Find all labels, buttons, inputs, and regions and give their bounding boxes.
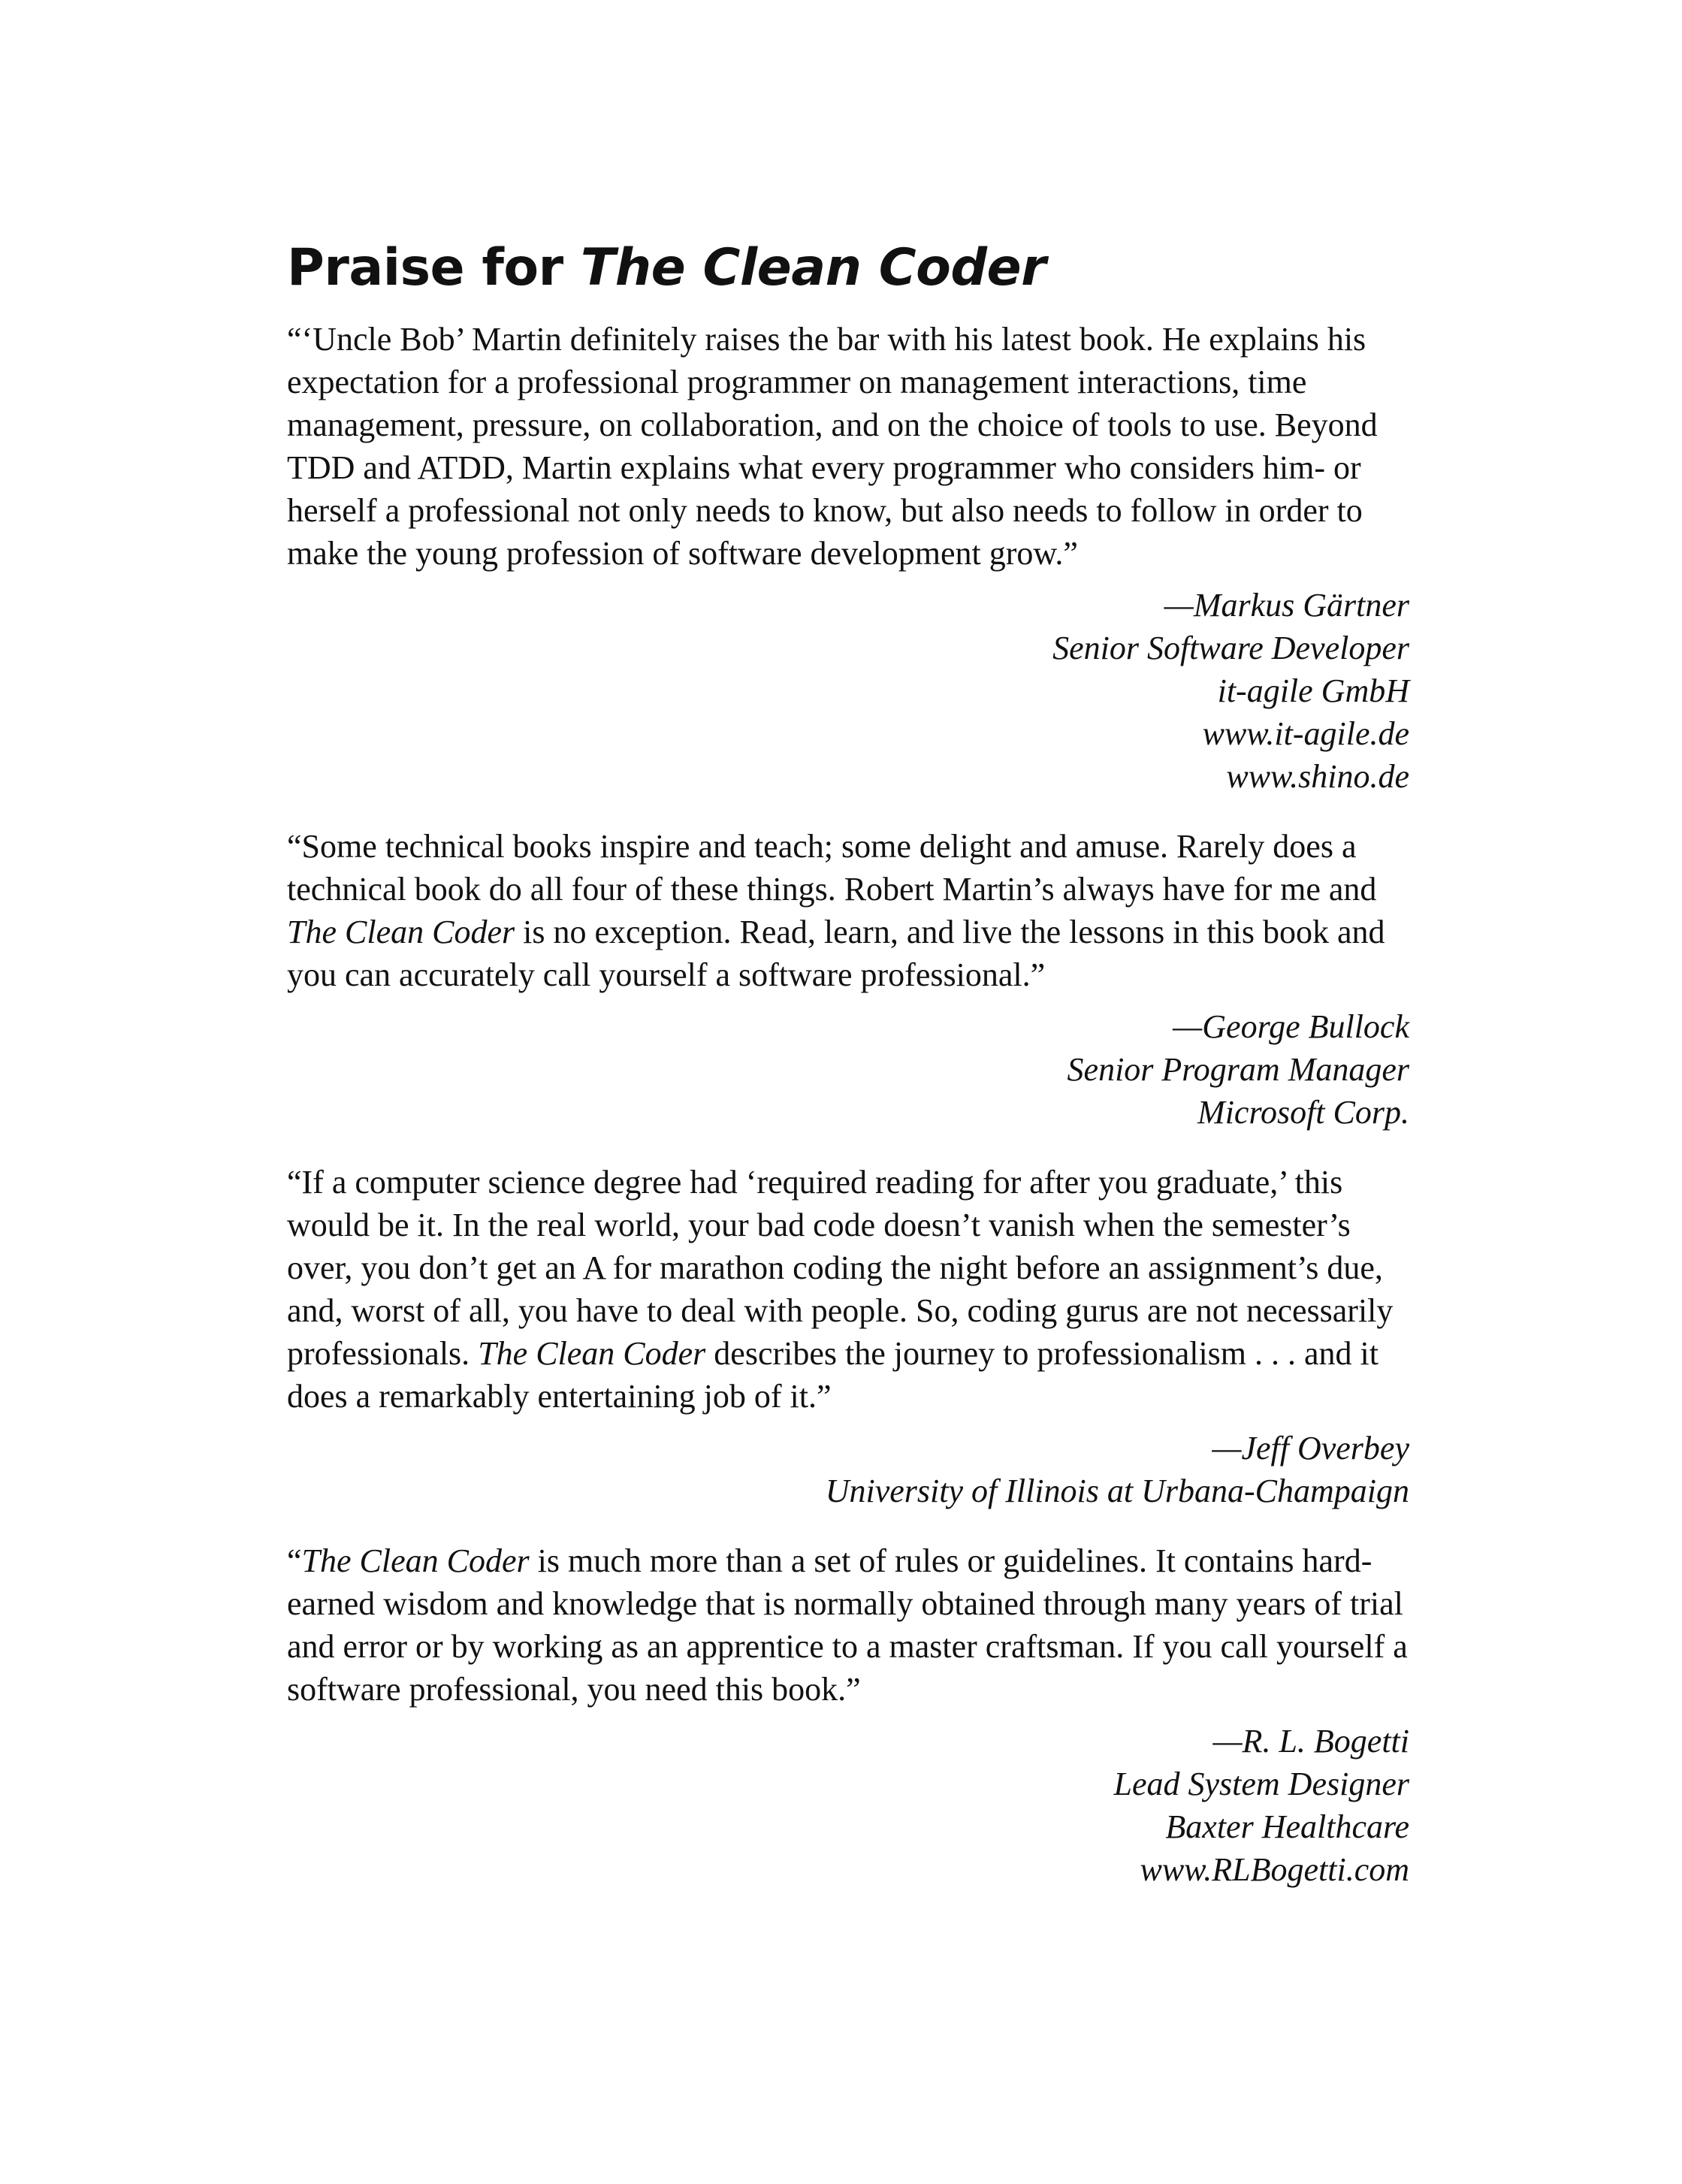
quote-text: is no exception. Read, learn, and live the lessons in this book and you can accurately call yourself a software professional.” [287, 913, 1385, 993]
quote-text: “If a computer science degree had ‘required reading for after you graduate,’ this would be it. In the real world, your bad code doesn’t vanish when the semester’s over, you don’t get an A for marathon coding the night before an assignment’s due, and, worst of all, you have to deal with people. So, coding gurus are not necessarily professionals. [287, 1163, 1394, 1372]
attribution-company: it-agile GmbH [1217, 672, 1409, 709]
praise-item [287, 318, 1409, 798]
page-title-book: The Clean Coder [580, 238, 1046, 298]
attribution-website: www.it-agile.de [1202, 714, 1409, 752]
praise-quote [287, 1539, 1409, 1711]
praise-attribution [287, 584, 1409, 798]
attribution-organization: University of Illinois at Urbana-Champaign [825, 1472, 1409, 1509]
praise-quote [287, 318, 1409, 575]
praise-quote [287, 825, 1409, 996]
quote-book-title: The Clean Coder [287, 913, 515, 950]
page-title-prefix: Praise for [287, 238, 581, 298]
quote-text: “ [287, 1542, 302, 1579]
attribution-company: Microsoft Corp. [1197, 1093, 1409, 1131]
quote-book-title: The Clean Coder [301, 1542, 530, 1579]
attribution-website: www.shino.de [1226, 757, 1409, 795]
attribution-name: —Jeff Overbey [1212, 1429, 1409, 1467]
praise-attribution [287, 1720, 1409, 1891]
attribution-name: —George Bullock [1173, 1007, 1409, 1045]
attribution-website: www.RLBogetti.com [1140, 1850, 1409, 1888]
praise-item [287, 1539, 1409, 1891]
praise-attribution [287, 1005, 1409, 1134]
quote-text: describes the journey to professionalism . . . and it does a remarkably entertaining job of it.” [287, 1334, 1379, 1415]
attribution-name: —Markus Gärtner [1164, 586, 1409, 624]
quote-book-title: The Clean Coder [478, 1334, 706, 1372]
praise-quote [287, 1161, 1409, 1418]
praise-attribution [287, 1427, 1409, 1512]
attribution-company: Baxter Healthcare [1165, 1808, 1409, 1845]
attribution-title: Lead System Designer [1113, 1765, 1409, 1802]
praise-item [287, 1161, 1409, 1512]
page-title [287, 240, 1409, 297]
quote-text: “Some technical books inspire and teach; some delight and amuse. Rarely does a technical book do all four of these things. Robert Martin’s always have for me and [287, 827, 1377, 908]
attribution-name: —R. L. Bogetti [1212, 1722, 1409, 1760]
praise-section [287, 240, 1409, 1918]
praise-item [287, 825, 1409, 1134]
attribution-title: Senior Software Developer [1052, 629, 1409, 666]
attribution-title: Senior Program Manager [1067, 1050, 1409, 1088]
quote-text: “‘Uncle Bob’ Martin definitely raises the bar with his latest book. He explains his expectation for a professional programmer on management interactions, time management, pressure, on collaboration, and on the choice of tools to use. Beyond TDD and ATDD, Martin explains what every programmer who considers him- or herself a professional not only needs to know, but also needs to follow in order to make the young profession of software development grow.” [287, 320, 1378, 572]
quote-text: is much more than a set of rules or guidelines. It contains hard-earned wisdom and knowledge that is normally obtained through many years of trial and error or by working as an apprentice to a master craftsman. If you call yourself a software professional, you need this book.” [287, 1542, 1408, 1708]
